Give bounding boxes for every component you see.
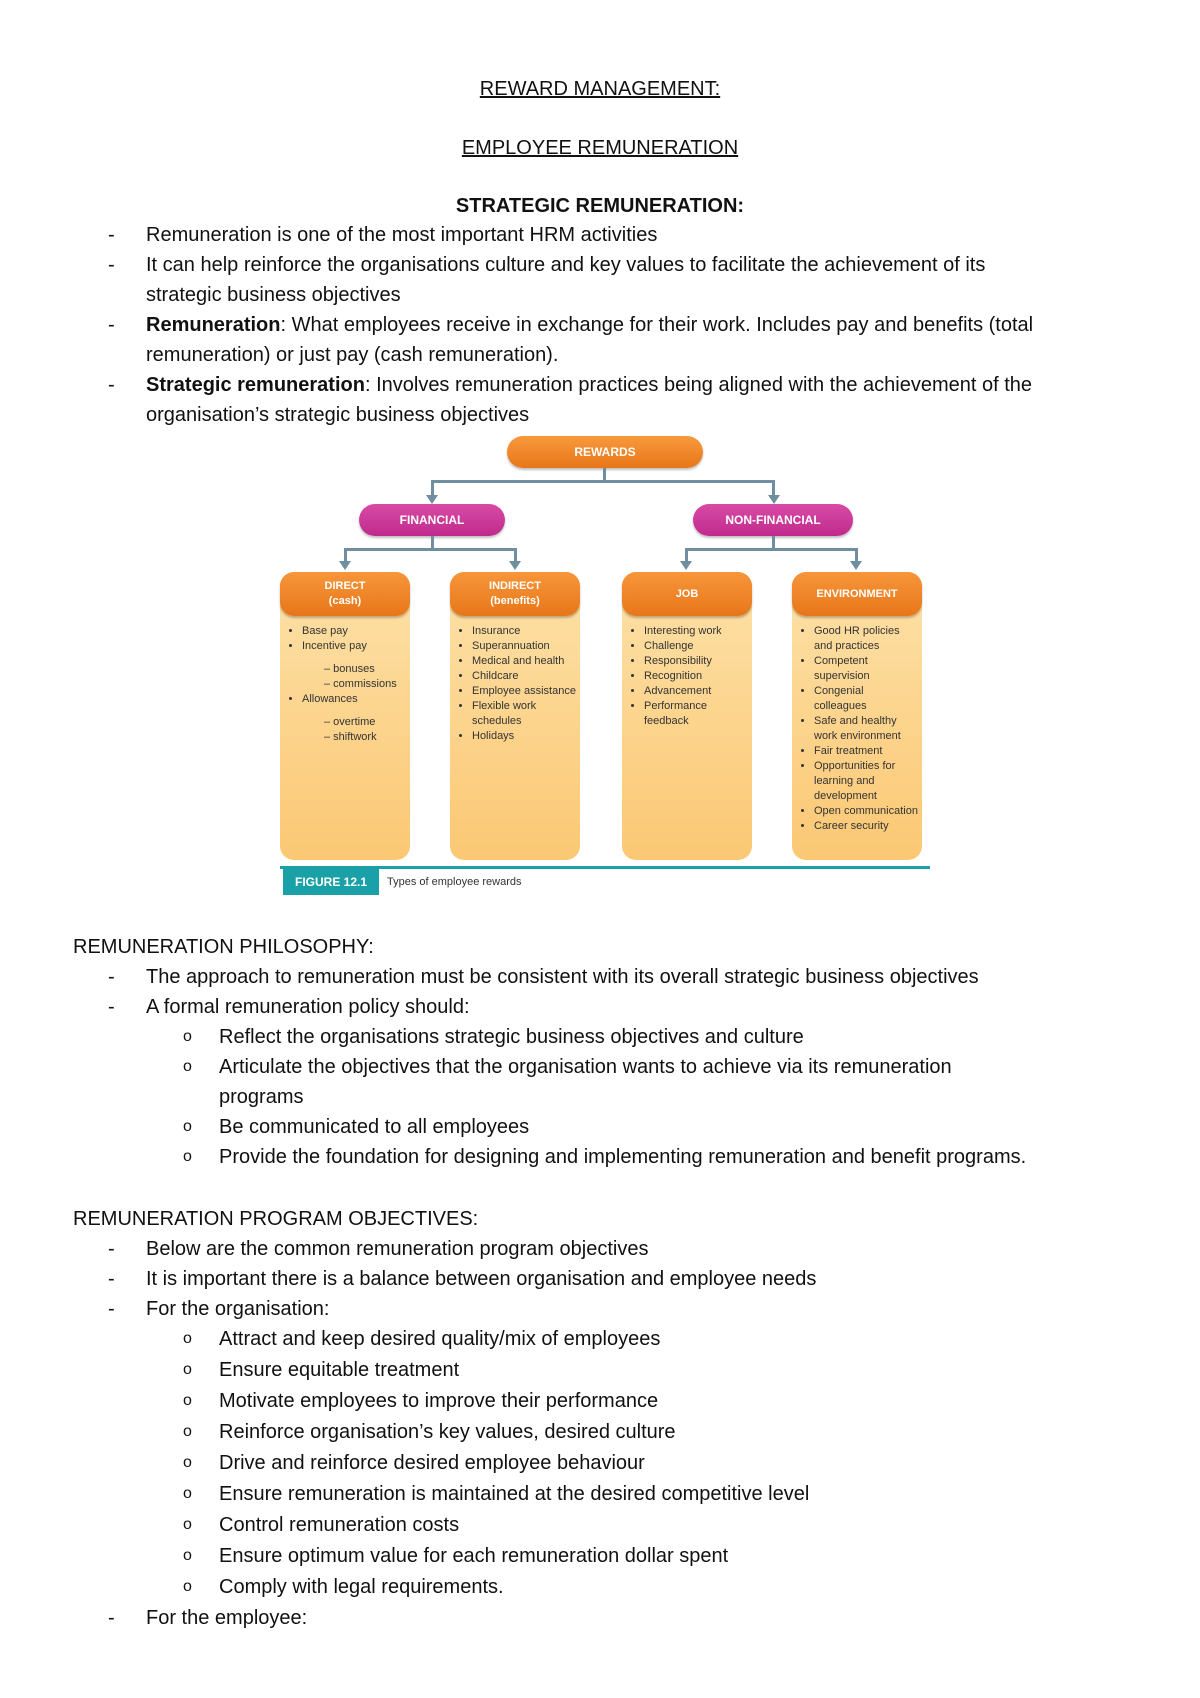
arrow-icon	[509, 561, 521, 570]
list-item: • Responsibility	[644, 654, 748, 669]
connector	[685, 548, 858, 551]
connector	[431, 480, 775, 483]
list-item: • Opportunities for learning and development	[814, 759, 918, 804]
policy-item: Provide the foundation for designing and implementing remuneration and benefit programs.	[219, 1146, 1027, 1168]
figure-caption: Types of employee rewards	[387, 876, 522, 888]
indirect-list	[450, 624, 580, 744]
job-box	[622, 572, 752, 860]
policy-item: Articulate the objectives that the organisation wants to achieve via its remuneration	[219, 1056, 952, 1078]
environment-list	[792, 624, 922, 834]
circle-bullet: o	[183, 1485, 192, 1502]
list-item: • Recognition	[644, 669, 748, 684]
page-title: REWARD MANAGEMENT:	[479, 78, 721, 100]
list-item: • Congenial colleagues	[814, 684, 918, 714]
environment-header	[792, 572, 922, 616]
philosophy-bullet-2: A formal remuneration policy should:	[146, 996, 470, 1018]
strategic-bullet-1: Remuneration is one of the most important HRM activities	[146, 224, 658, 246]
list-item: • Insurance	[472, 624, 576, 639]
sub-item: – shiftwork	[324, 731, 377, 743]
job-list	[622, 624, 752, 729]
connector	[431, 480, 434, 496]
term-remuneration: Remuneration	[146, 314, 281, 336]
list-item: • Fair treatment	[814, 744, 918, 759]
direct-box	[280, 572, 410, 860]
direct-header	[280, 572, 410, 616]
dash-bullet: -	[108, 1238, 115, 1260]
policy-item: Reflect the organisations strategic business objectives and culture	[219, 1026, 804, 1048]
dash-bullet: -	[108, 1607, 115, 1629]
policy-item-cont: programs	[219, 1086, 304, 1108]
org-objective: Attract and keep desired quality/mix of employees	[219, 1328, 661, 1350]
strategic-bullet-3-line-1	[146, 310, 1033, 340]
connector	[685, 548, 688, 562]
circle-bullet: o	[183, 1148, 192, 1165]
circle-bullet: o	[183, 1028, 192, 1045]
financial-node: FINANCIAL	[359, 504, 505, 536]
circle-bullet: o	[183, 1058, 192, 1075]
list-item: • Good HR policies and practices	[814, 624, 918, 654]
org-objective: Ensure remuneration is maintained at the desired competitive level	[219, 1483, 810, 1505]
list-item: • Safe and healthy work environment	[814, 714, 918, 744]
job-title: JOB	[675, 587, 699, 600]
org-objective: Reinforce organisation’s key values, desired culture	[219, 1421, 676, 1443]
circle-bullet: o	[183, 1392, 192, 1409]
list-item: • Interesting work	[644, 624, 748, 639]
dash-bullet: -	[108, 966, 115, 988]
org-objective: Control remuneration costs	[219, 1514, 460, 1536]
dash-bullet: -	[108, 996, 115, 1018]
indirect-title: INDIRECT	[489, 580, 541, 592]
dash-bullet: -	[108, 314, 115, 336]
connector	[855, 548, 858, 562]
objectives-bullet-2: It is important there is a balance between organisation and employee needs	[146, 1268, 817, 1290]
objectives-bullet-1: Below are the common remuneration program objectives	[146, 1238, 649, 1260]
strategic-bullet-2-line-1: It can help reinforce the organisations culture and key values to facilitate the achievement of its	[146, 254, 986, 276]
list-item: • Employee assistance	[472, 684, 576, 699]
connector	[772, 480, 775, 496]
indirect-header	[450, 572, 580, 616]
connector	[344, 548, 347, 562]
direct-subtitle: (cash)	[328, 595, 362, 607]
list-item: • Base pay	[302, 624, 406, 639]
strategic-bullet-4-line-1	[146, 370, 1032, 400]
dash-bullet: -	[108, 1268, 115, 1290]
non-financial-node: NON-FINANCIAL	[693, 504, 853, 536]
sub-item: – commissions	[324, 678, 397, 690]
arrow-icon	[426, 495, 438, 504]
list-item: • Performance feedback	[644, 699, 748, 729]
circle-bullet: o	[183, 1330, 192, 1347]
list-item: • Flexible work schedules	[472, 699, 576, 729]
circle-bullet: o	[183, 1454, 192, 1471]
dash-bullet: -	[108, 1298, 115, 1320]
strategic-bullet-2-line-2: strategic business objectives	[146, 284, 401, 306]
arrow-icon	[768, 495, 780, 504]
circle-bullet: o	[183, 1578, 192, 1595]
circle-bullet: o	[183, 1547, 192, 1564]
definition-text: : What employees receive in exchange for their work. Includes pay and benefits (total	[280, 314, 1034, 336]
philosophy-heading: REMUNERATION PHILOSOPHY:	[73, 936, 374, 958]
org-objective: Comply with legal requirements.	[219, 1576, 504, 1598]
philosophy-bullet-1: The approach to remuneration must be consistent with its overall strategic business objectives	[146, 966, 979, 988]
strategic-bullet-4-line-2: organisation’s strategic business objectives	[146, 404, 530, 426]
list-item: • Holidays	[472, 729, 576, 744]
objectives-bullet-4: For the employee:	[146, 1607, 308, 1629]
dash-bullet: -	[108, 374, 115, 396]
sub-item: – bonuses	[324, 663, 375, 675]
list-item: • Challenge	[644, 639, 748, 654]
indirect-box	[450, 572, 580, 860]
section-title: EMPLOYEE REMUNERATION	[461, 137, 739, 159]
dash-bullet: -	[108, 254, 115, 276]
term-strategic-remuneration: Strategic remuneration	[146, 374, 365, 396]
list-item: • Medical and health	[472, 654, 576, 669]
circle-bullet: o	[183, 1118, 192, 1135]
list-item: • Advancement	[644, 684, 748, 699]
list-item: • Childcare	[472, 669, 576, 684]
circle-bullet: o	[183, 1361, 192, 1378]
org-objective: Drive and reinforce desired employee behaviour	[219, 1452, 645, 1474]
figure-label: FIGURE 12.1	[283, 869, 379, 895]
list-item: • Open communication	[814, 804, 918, 819]
org-objective: Ensure optimum value for each remuneration dollar spent	[219, 1545, 729, 1567]
connector	[514, 548, 517, 562]
environment-title: ENVIRONMENT	[816, 587, 898, 600]
arrow-icon	[339, 561, 351, 570]
job-header	[622, 572, 752, 616]
indirect-subtitle: (benefits)	[490, 595, 540, 607]
environment-box	[792, 572, 922, 860]
list-item: • Competent supervision	[814, 654, 918, 684]
definition-text: : Involves remuneration practices being aligned with the achievement of the	[364, 374, 1033, 396]
dash-bullet: -	[108, 224, 115, 246]
objectives-bullet-3: For the organisation:	[146, 1298, 330, 1320]
sub-item: – overtime	[324, 716, 376, 728]
arrow-icon	[680, 561, 692, 570]
list-item: • Career security	[814, 819, 918, 834]
list-item: • Incentive pay – bonuses – commissions	[302, 639, 406, 692]
strategic-bullet-3-line-2: remuneration) or just pay (cash remuneration).	[146, 344, 559, 366]
rewards-figure	[280, 428, 930, 893]
circle-bullet: o	[183, 1516, 192, 1533]
objectives-heading: REMUNERATION PROGRAM OBJECTIVES:	[73, 1208, 479, 1230]
rewards-node: REWARDS	[507, 436, 703, 468]
policy-item: Be communicated to all employees	[219, 1116, 530, 1138]
list-item: • Superannuation	[472, 639, 576, 654]
list-item: • Allowances – overtime – shiftwork	[302, 692, 406, 745]
direct-list	[280, 624, 410, 745]
org-objective: Ensure equitable treatment	[219, 1359, 460, 1381]
arrow-icon	[850, 561, 862, 570]
strategic-heading: STRATEGIC REMUNERATION:	[455, 195, 745, 217]
direct-title: DIRECT	[324, 580, 366, 592]
org-objective: Motivate employees to improve their performance	[219, 1390, 659, 1412]
circle-bullet: o	[183, 1423, 192, 1440]
connector	[344, 548, 517, 551]
